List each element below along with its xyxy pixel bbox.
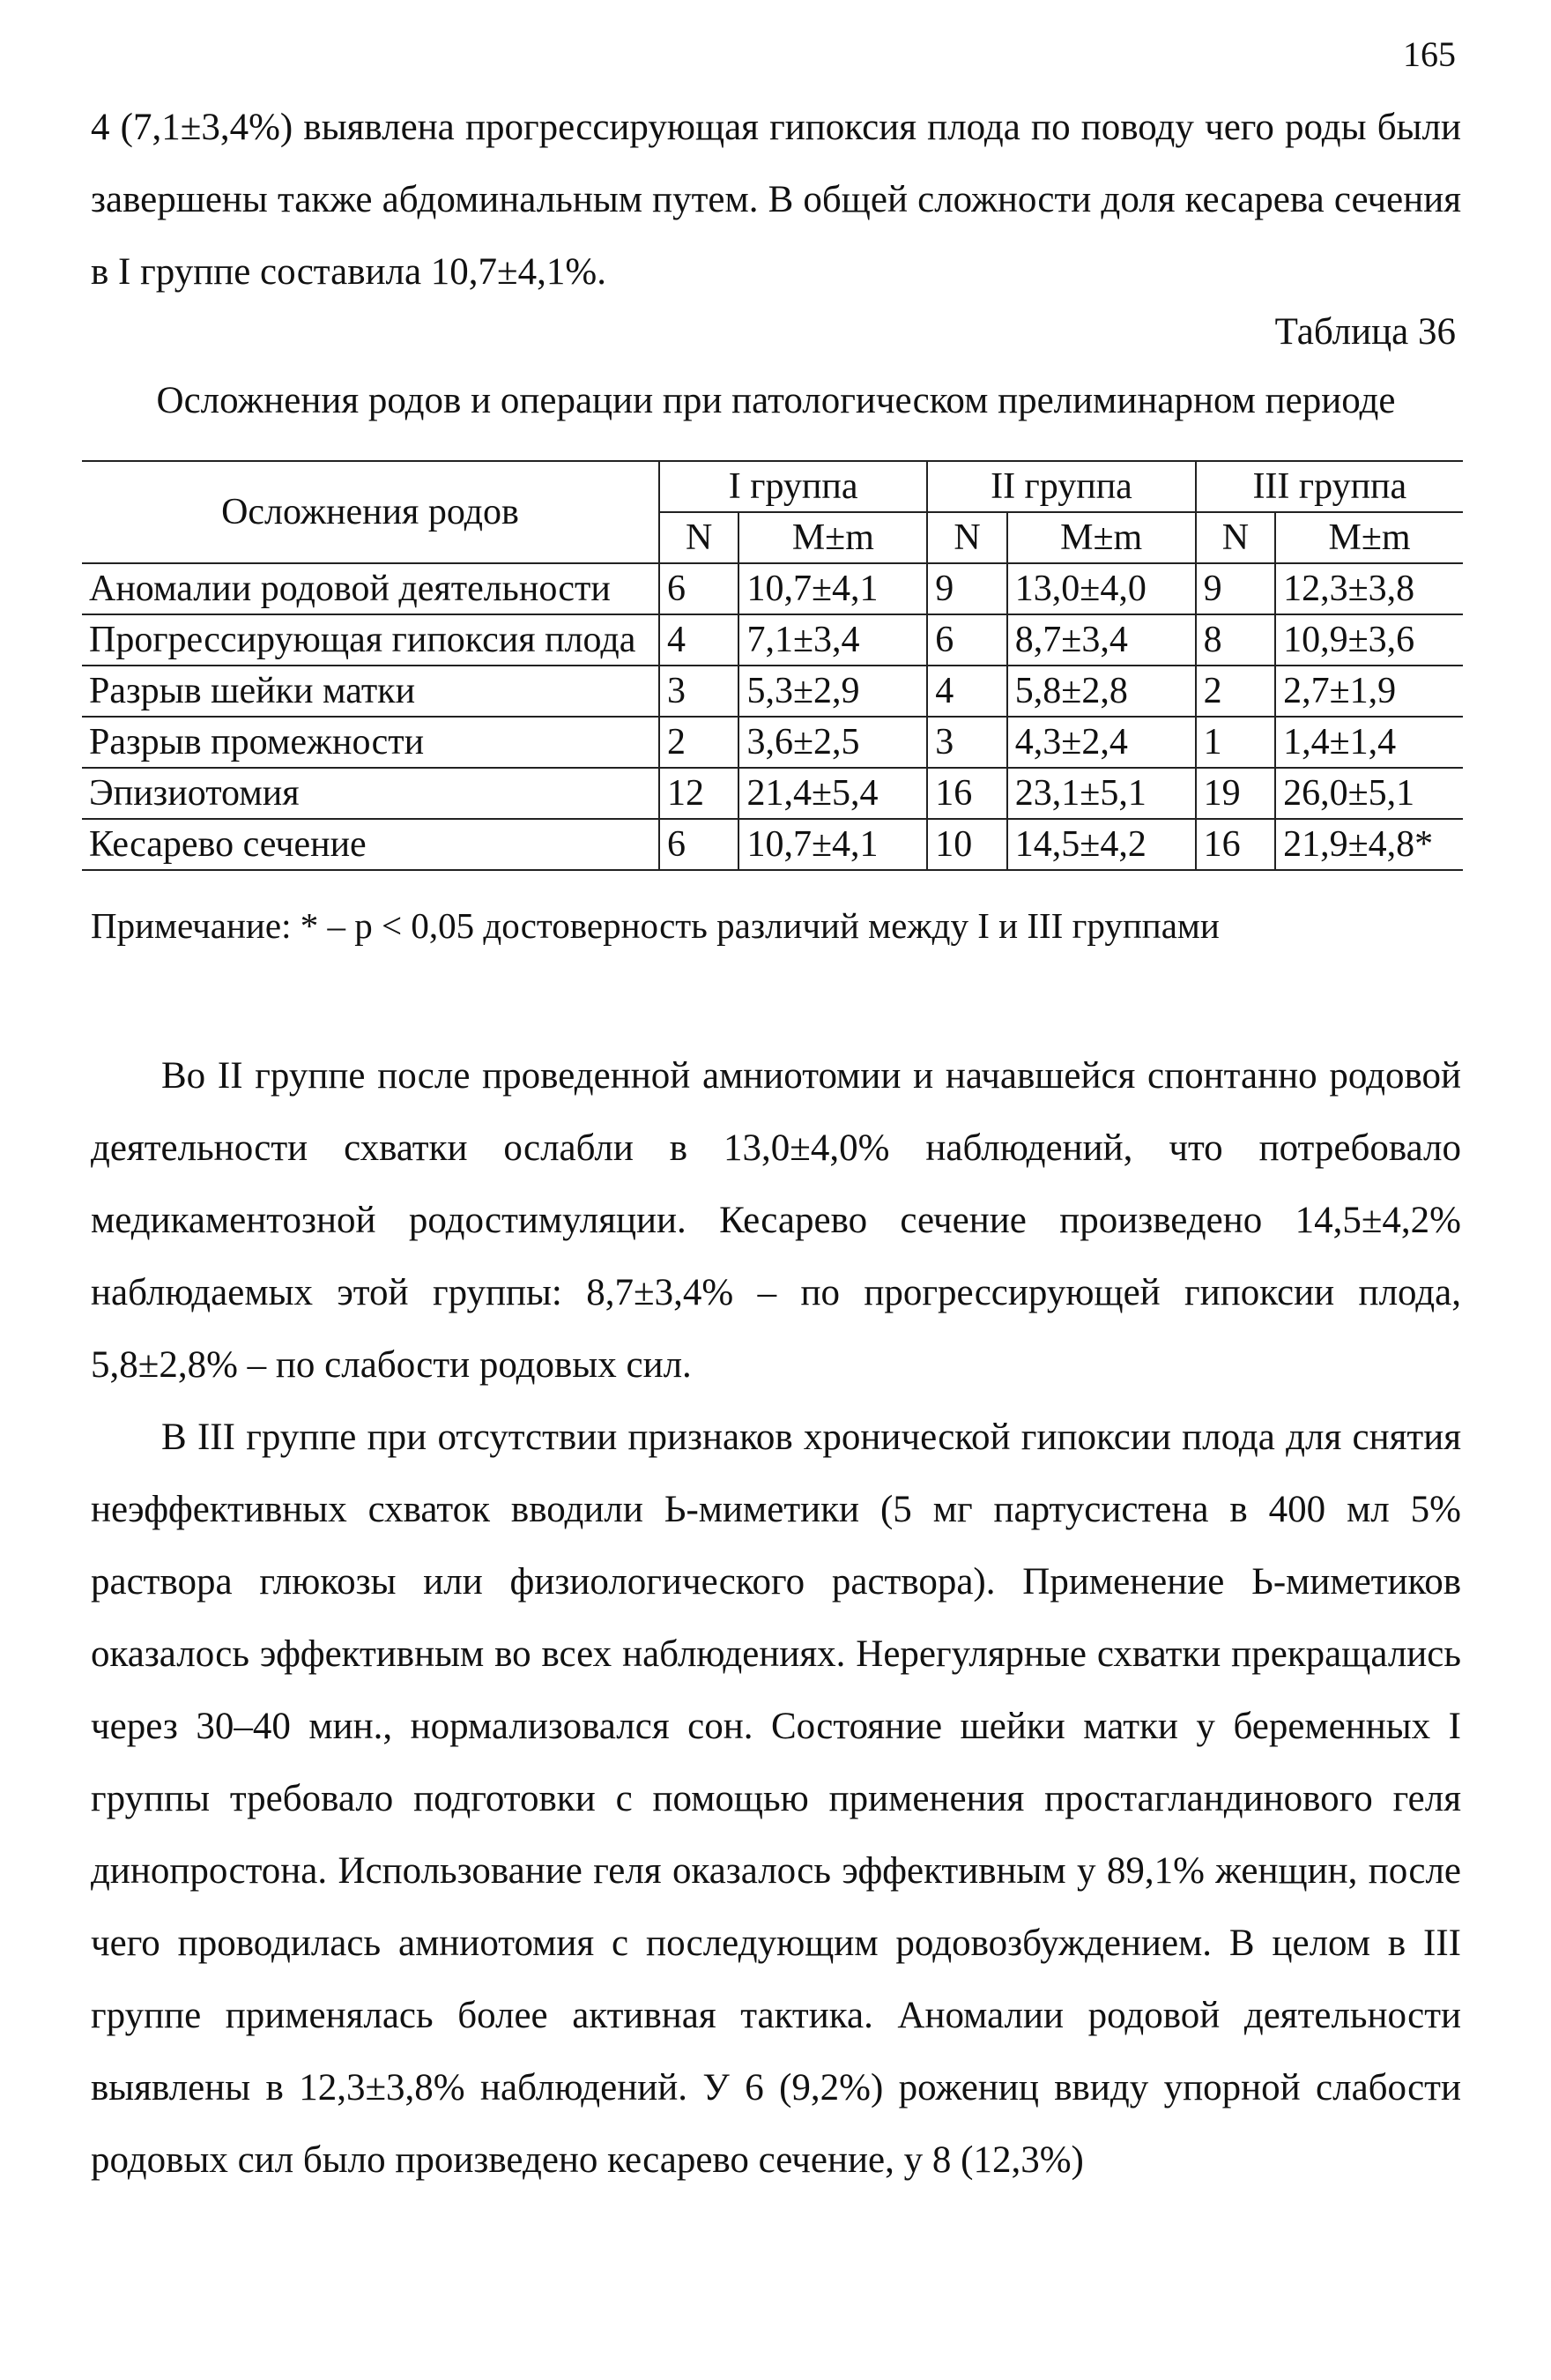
subheader-m: M±m <box>1275 512 1463 563</box>
subheader-n: N <box>1196 512 1275 563</box>
cell-n: 2 <box>1196 666 1275 717</box>
table-row <box>82 666 1463 717</box>
table-note: Примечание: * – р < 0,05 достоверность различий между I и III группами <box>91 905 1220 946</box>
cell-m: 4,3±2,4 <box>1007 717 1196 768</box>
table-row <box>82 819 1463 870</box>
complications-table <box>82 460 1463 871</box>
cell-m: 10,9±3,6 <box>1275 614 1463 666</box>
cell-n: 6 <box>659 563 738 614</box>
paragraph-intro: 4 (7,1±3,4%) выявлена прогрессирующая гипоксия плода по поводу чего роды были завершены также абдоминальным путем. В общей сложности доля кесарева сечения в I группе составила 10,7±4,1%. <box>91 107 1461 293</box>
table-label: Таблица 36 <box>1274 311 1456 353</box>
row-label: Кесарево сечение <box>82 819 659 870</box>
cell-m: 13,0±4,0 <box>1007 563 1196 614</box>
row-label: Прогрессирующая гипоксия плода <box>82 614 659 666</box>
cell-n: 6 <box>659 819 738 870</box>
cell-n: 9 <box>1196 563 1275 614</box>
cell-m: 10,7±4,1 <box>738 563 927 614</box>
cell-n: 9 <box>927 563 1006 614</box>
cell-n: 4 <box>659 614 738 666</box>
table-row <box>82 768 1463 819</box>
cell-n: 12 <box>659 768 738 819</box>
row-label: Аномалии родовой деятельности <box>82 563 659 614</box>
subheader-n: N <box>927 512 1006 563</box>
cell-n: 3 <box>927 717 1006 768</box>
cell-m: 2,7±1,9 <box>1275 666 1463 717</box>
cell-m: 5,3±2,9 <box>738 666 927 717</box>
table-row <box>82 717 1463 768</box>
row-header-cell: Осложнения родов <box>82 461 659 563</box>
cell-n: 6 <box>927 614 1006 666</box>
cell-n: 8 <box>1196 614 1275 666</box>
cell-n: 2 <box>659 717 738 768</box>
table-row <box>82 563 1463 614</box>
cell-m: 14,5±4,2 <box>1007 819 1196 870</box>
table-caption: Осложнения родов и операции при патологическом прелиминарном периоде <box>156 380 1396 421</box>
cell-n: 10 <box>927 819 1006 870</box>
cell-m: 10,7±4,1 <box>738 819 927 870</box>
cell-n: 3 <box>659 666 738 717</box>
cell-m: 7,1±3,4 <box>738 614 927 666</box>
cell-m: 5,8±2,8 <box>1007 666 1196 717</box>
subheader-n: N <box>659 512 738 563</box>
cell-m: 26,0±5,1 <box>1275 768 1463 819</box>
cell-m: 21,9±4,8* <box>1275 819 1463 870</box>
cell-m: 1,4±1,4 <box>1275 717 1463 768</box>
subheader-m: M±m <box>738 512 927 563</box>
cell-n: 16 <box>1196 819 1275 870</box>
table-row <box>82 614 1463 666</box>
cell-m: 23,1±5,1 <box>1007 768 1196 819</box>
table-header-row <box>82 461 1463 512</box>
page-number: 165 <box>1403 34 1456 74</box>
cell-n: 1 <box>1196 717 1275 768</box>
group-header-1: I группа <box>659 461 927 512</box>
cell-n: 19 <box>1196 768 1275 819</box>
row-label: Разрыв шейки матки <box>82 666 659 717</box>
cell-n: 16 <box>927 768 1006 819</box>
subheader-m: M±m <box>1007 512 1196 563</box>
row-label: Эпизиотомия <box>82 768 659 819</box>
cell-m: 8,7±3,4 <box>1007 614 1196 666</box>
group-header-3: III группа <box>1196 461 1463 512</box>
cell-m: 21,4±5,4 <box>738 768 927 819</box>
row-label: Разрыв промежности <box>82 717 659 768</box>
paragraph-group-2: Во II группе после проведенной амниотомии и начавшейся спонтанно родовой деятельности схватки ослабли в 13,0±4,0% наблюдений, что потребовало медикаментозной родостимуляции. Кесарево сечение произведено 14,5±4,2% наблюдаемых этой группы: 8,7±3,4% – по прогрессирующей гипоксии плода, 5,8±2,8% – по слабости родовых сил. <box>91 1055 1461 1386</box>
cell-m: 12,3±3,8 <box>1275 563 1463 614</box>
cell-n: 4 <box>927 666 1006 717</box>
paragraph-group-3: В III группе при отсутствии признаков хронической гипоксии плода для снятия неэффективных схваток вводили Ь-миметики (5 мг партусистена в 400 мл 5% раствора глюкозы или физиологического раствора). Применение Ь-миметиков оказалось эффективным во всех наблюдениях. Нерегулярные схватки прекращались через 30–40 мин., нормализовался сон. Состояние шейки матки у беременных I группы требовало подготовки с помощью применения простагландинового геля динопростона. Использование геля оказалось эффективным у 89,1% женщин, после чего проводилась амниотомия с последующим родовозбуждением. В целом в III группе применялась более активная тактика. Аномалии родовой деятельности выявлены в 12,3±3,8% наблюдений. У 6 (9,2%) рожениц ввиду упорной слабости родовых сил было произведено кесарево сечение, у 8 (12,3%) <box>91 1417 1461 2181</box>
cell-m: 3,6±2,5 <box>738 717 927 768</box>
group-header-2: II группа <box>927 461 1195 512</box>
